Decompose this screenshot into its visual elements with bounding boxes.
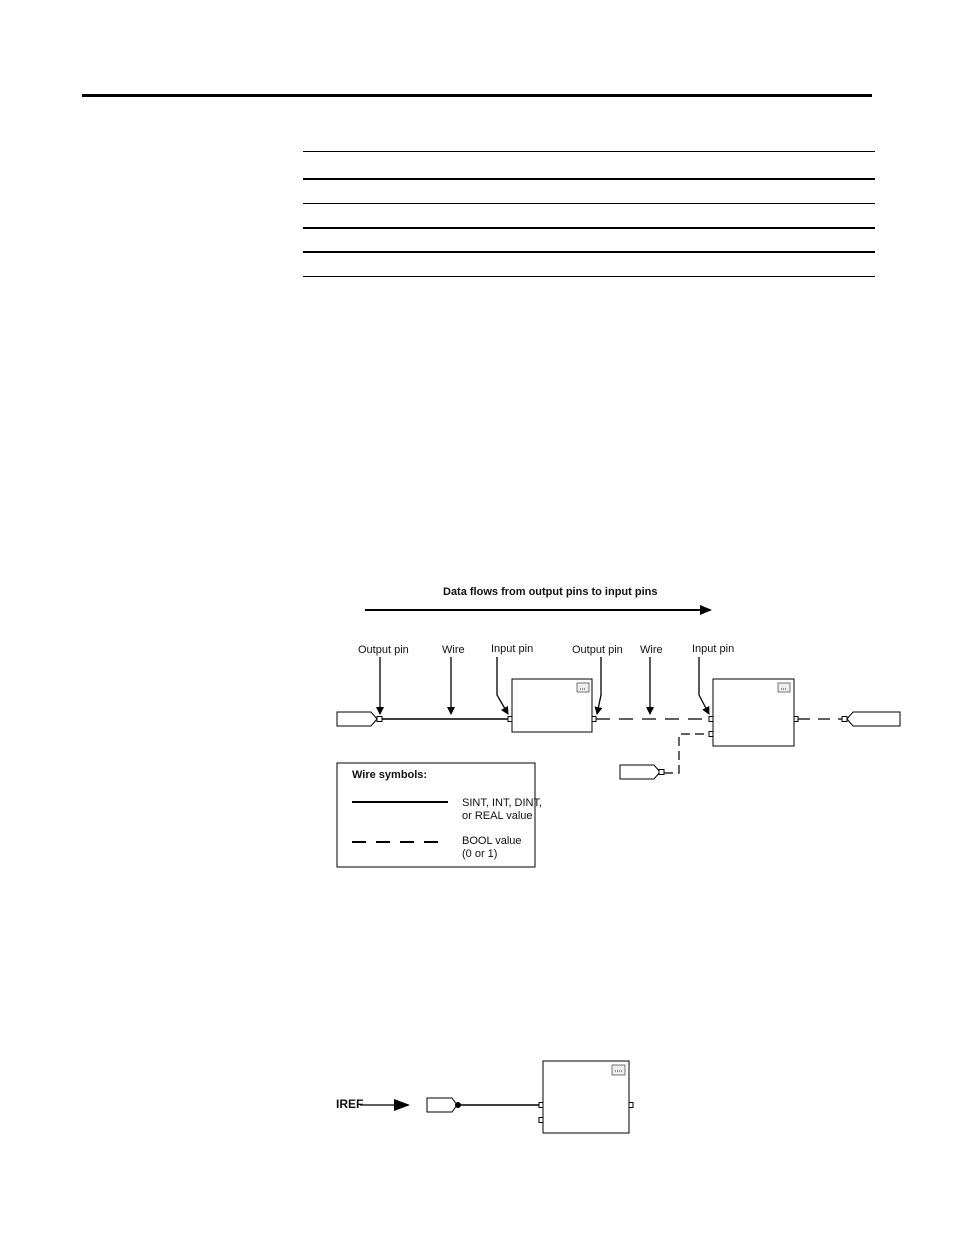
legend-title: Wire symbols: (352, 769, 428, 781)
legend-dashed-label-1: BOOL value (462, 835, 522, 847)
flow-caption: Data flows from output pins to input pins (443, 586, 658, 598)
callout-wire-1: Wire (442, 644, 465, 656)
ellipsis-button-icon[interactable] (612, 1065, 625, 1075)
callout-wire-2: Wire (640, 644, 663, 656)
callout-input-pin-1: Input pin (491, 643, 534, 655)
iref-block-input-pin-2 (539, 1118, 543, 1123)
iref-block-input-pin-1 (539, 1103, 543, 1108)
iref-label: IREF (336, 1097, 364, 1111)
callout-output-pin-2: Output pin (572, 644, 623, 656)
callout-output-pin-1: Output pin (358, 644, 409, 656)
callout-input-pin-2: Input pin (692, 643, 735, 655)
legend-solid-label-2: or REAL value (462, 810, 533, 822)
iref-tag (427, 1098, 457, 1112)
legend-solid-label-1: SINT, INT, DINT, (462, 797, 543, 809)
legend-dashed-label-2: (0 or 1) (462, 848, 498, 860)
iref-block-output-pin (629, 1103, 633, 1108)
